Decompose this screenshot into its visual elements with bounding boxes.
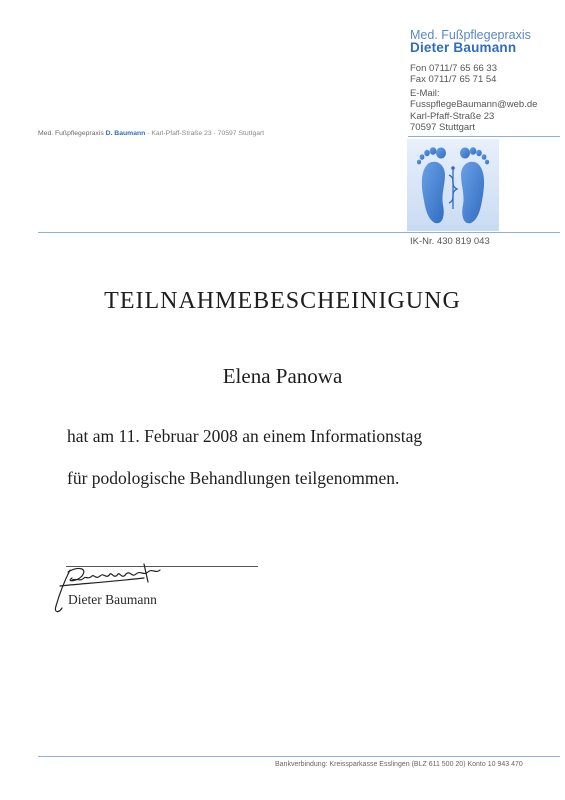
- sender-address: · Karl-Pfaff-Straße 23 · 70597 Stuttgart: [145, 130, 265, 137]
- feet-with-caduceus-icon: [407, 139, 499, 231]
- phone-number: Fon 0711/7 65 66 33: [410, 63, 497, 74]
- ik-number: IK-Nr. 430 819 043: [410, 236, 490, 247]
- practice-name: Med. Fußpflegepraxis: [410, 28, 531, 42]
- sender-line: [38, 130, 264, 137]
- city-address: 70597 Stuttgart: [410, 122, 475, 133]
- email-label: E-Mail:: [410, 88, 440, 99]
- sender-name: D. Baumann: [105, 130, 146, 137]
- email-address: FusspflegeBaumann@web.de: [410, 99, 538, 110]
- letterhead-divider: [408, 136, 560, 137]
- header-divider: [38, 232, 560, 233]
- bank-details: Bankverbindung: Kreissparkasse Esslingen (BLZ 611 500 20) Konto 10 943 470: [275, 761, 523, 768]
- participant-name: Elena Panowa: [222, 364, 343, 388]
- certificate-text-line-1: hat am 11. Februar 2008 an einem Informationstag: [67, 426, 423, 446]
- certificate-title: TEILNAHMEBESCHEINIGUNG: [104, 288, 461, 314]
- street-address: Karl-Pfaff-Straße 23: [410, 111, 495, 122]
- fax-number: Fax 0711/7 65 71 54: [410, 74, 497, 85]
- sender-prefix: Med. Fußpflegepraxis: [38, 130, 106, 137]
- signatory-name: Dieter Baumann: [68, 592, 157, 607]
- footer-divider: [38, 756, 560, 757]
- owner-name: Dieter Baumann: [410, 40, 517, 55]
- certificate-text-line-2: für podologische Behandlungen teilgenommen.: [67, 468, 400, 488]
